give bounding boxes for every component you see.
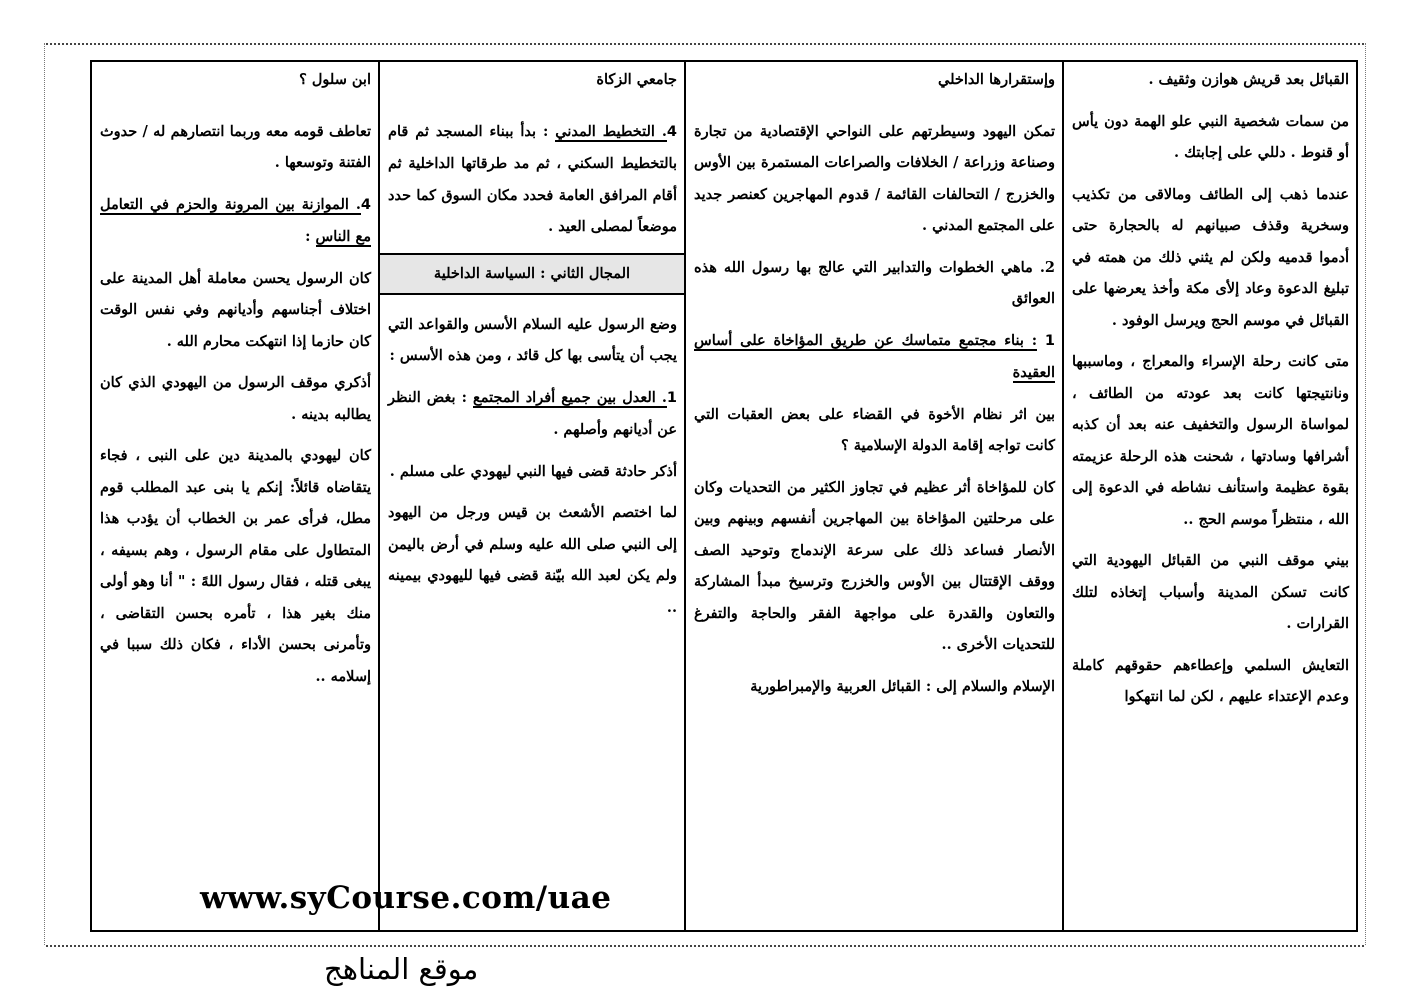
right-dotted-border (1365, 43, 1366, 945)
col3-justice-text: : بغض النظر عن أديانهم وأصلهم . (388, 388, 677, 438)
col1-question-traits: من سمات شخصية النبي علو الهمة دون يأس أو قنوط . دللي على إجابتك . (1072, 112, 1349, 161)
content-table (90, 60, 1358, 932)
col2-step-1-text: : بناء مجتمع متماسك عن طريق المؤاخاة على أساس العقيدة (694, 331, 1055, 381)
col3-foundations-intro: وضع الرسول عليه السلام الأسس والقواعد التي يجب أن يتأسى بها كل قائد ، ومن هذه الأسس : (388, 315, 677, 364)
col1-question-isra: متى كانت رحلة الإسراء والمعراج ، وماسببها ونانتيجتها كانت بعد عودته من الطائف ، لمواساة الرسول والتخفيف عنه بعد أن كذبه أشرافها وسادتها ، شحنت هذه الرحلة عزيمته بقوة عظيمة واستأنف نشاطه في الدعوة إلى الله ، منتظراً موسم الحج .. (1072, 353, 1349, 528)
col3-urban-planning-number: 4 (666, 123, 677, 140)
col4-paragraph-1: ابن سلول ؟ (299, 71, 371, 88)
col2-step-1 (694, 325, 1055, 389)
column-3 (378, 62, 684, 930)
left-dotted-border (44, 43, 45, 945)
col4-balance (100, 189, 371, 253)
col3-urban-planning (388, 116, 677, 243)
col2-answer-brotherhood: كان للمؤاخاة أثر عظيم في تجاوز الكثير من التحديات وكان على مرحلتين المؤاخاة بين المهاجرين أنفسهم وبينهم وبين الأنصار فساعد ذلك على سرعة الإندماج وتوحيد الصف ووقف الإقتتال بين الأوس والخزرج وترسيخ مبدأ المشاركة والتعاون والقدرة على مواجهة الفقر والحاجة والتفرغ للتحديات الأخرى .. (694, 478, 1055, 653)
col3-urban-planning-text: : بدأ ببناء المسجد ثم قام بالتخطيط السكني ، ثم مد طرقاتها الداخلية ثم أقام المرافق العامة فحدد مكان السوق كما حدد موضعاً لمصلى العيد . (388, 122, 677, 235)
col3-question-judgment: أذكر حادثة قضى فيها النبي ليهودي على مسلم . (389, 462, 677, 480)
col3-answer-judgment: لما اختصم الأشعث بن قيس ورجل من اليهود إلى النبي صلى الله عليه وسلم في أرض باليمن ولم يكن لعبد الله بيّنة قضى فيها لليهودي بيمينه .. (388, 504, 677, 616)
col3-justice (388, 382, 677, 446)
col2-obstacles-answer: تمكن اليهود وسيطرتهم على النواحي الإقتصادية من تجارة وصناعة وزراعة / الخلافات والصراعات المستمرة بين الأوس والخزرج / التحالفات القائمة / قدوم المهاجرين كعنصر جديد على المجتمع المدني . (694, 122, 1055, 234)
col4-answer-jewish-creditor: كان ليهودي بالمدينة دين على النبى ، فجاء يتقاضاه قائلاً: إنكم يا بنى عبد المطلب قوم مطل، فرأى عمر بن الخطاب أن يؤدب هذا المتطاول على مقام الرسول ، وهم بسيفه ، يبغى قتله ، فقال رسول اللهً : " أنا وهو أولى منك بغير هذا ، تأمره بحسن التقاضى ، وتأمرنى بحسن الأداء ، فكان ذلك سببا في إسلامه .. (100, 447, 371, 685)
col1-answer-coexistence: التعايش السلمي وإعطاءهم حقوقهم كاملة وعدم الإعتداء عليهم ، لكن لما انتهكوا (1072, 656, 1349, 705)
col2-question-brotherhood: بين اثر نظام الأخوة في القضاء على بعض العقبات التي كانت تواجه إقامة الدولة الإسلامية ؟ (694, 405, 1055, 454)
col4-balance-tail: : (305, 228, 311, 245)
col2-paragraph-1: وإستقرارها الداخلي (938, 71, 1055, 88)
col3-justice-title: . العدل بين جميع أفراد المجتمع (473, 388, 667, 406)
column-1 (1062, 62, 1356, 930)
col4-answer-sympathy: تعاطف قومه معه وربما انتصارهم له / حدوث الفتنة وتوسعها . (100, 122, 371, 171)
col3-justice-number: 1 (666, 389, 677, 406)
col4-answer-treatment: كان الرسول يحسن معاملة أهل المدينة على اختلاف أجناسهم وأديانهم وفي نفس الوقت كان حازما إذا انتهكت محارم الله . (100, 269, 371, 350)
col2-question-steps: 2. ماهي الخطوات والتدابير التي عالج بها رسول الله هذه العوائق (694, 258, 1055, 307)
col4-balance-title: . الموازنة بين المرونة والحزم في التعامل مع الناس (100, 195, 371, 245)
footer-site-name: موقع المناهج (324, 952, 479, 986)
col3-paragraph-1: جامعي الزكاة (596, 71, 677, 88)
col3-section-heading: المجال الثاني : السياسة الداخلية (380, 253, 684, 295)
col2-paragraph-last: الإسلام والسلام إلى : القبائل العربية والإمبراطورية (750, 677, 1055, 695)
bottom-dotted-border (46, 945, 1364, 947)
col4-question-jewish-creditor: أذكري موقف الرسول من اليهودي الذي كان يطالبه بدينه . (100, 374, 371, 423)
column-4 (92, 62, 378, 930)
col1-question-jewish-tribes: بيني موقف النبي من القبائل اليهودية التي كانت تسكن المدينة وأسباب إتخاذه لتلك القرارات . (1072, 552, 1349, 632)
top-dotted-border (46, 43, 1364, 45)
column-2 (684, 62, 1062, 930)
col2-step-1-number: 1 (1044, 332, 1055, 349)
col1-paragraph-1: القبائل بعد قريش هوازن وثقيف . (1148, 71, 1349, 88)
col1-answer-taif: عندما ذهب إلى الطائف ومالاقى من تكذيب وسخرية وقذف صبيانهم له بالحجارة حتى أدموا قدميه ولكن لم يثني ذلك من همته في تبليغ الدعوة وعاد إلأى مكة وأخذ يعرضها على القبائل في موسم الحج ويرسل الوفود . (1072, 185, 1349, 329)
watermark-url: www.syCourse.com/uae (200, 880, 612, 916)
col4-balance-number: 4 (360, 196, 371, 213)
col3-urban-planning-title: . التخطيط المدني (555, 122, 667, 140)
